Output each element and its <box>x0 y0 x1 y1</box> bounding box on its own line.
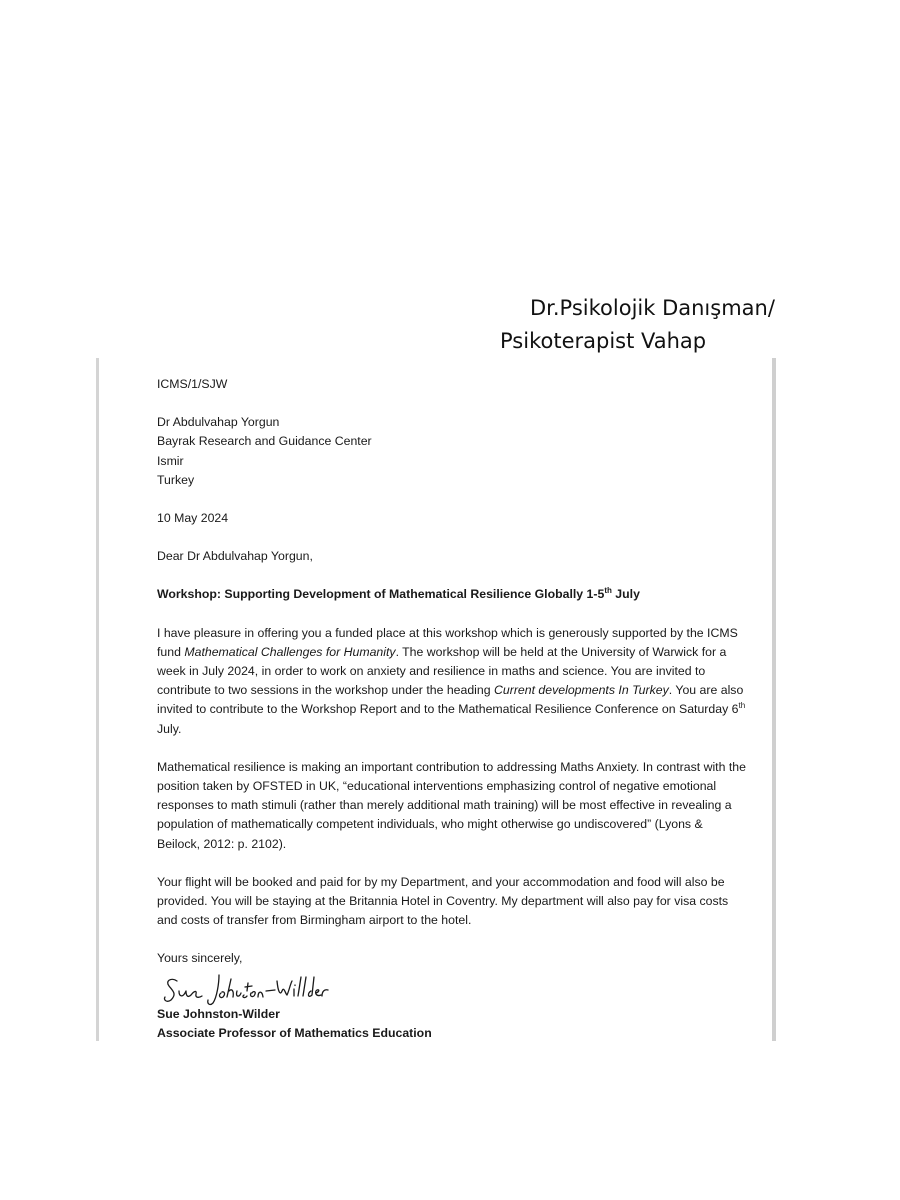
header-title-line1: Dr.Psikolojik Danışman/ <box>530 296 775 320</box>
recipient-country: Turkey <box>157 472 195 487</box>
paragraph-1-part3: . You are also invited to contribute to the Workshop Report and to the Mathematical Resilience Conference on Saturday 6 <box>157 683 744 717</box>
letter-document <box>96 358 776 1041</box>
paragraph-3: Your flight will be booked and paid for by my Department, and your accommodation and food will also be provided. You will be staying at the Britannia Hotel in Coventry. My department will also pay for visa costs and costs of transfer from Birmingham airport to the hotel. <box>157 874 729 928</box>
letter-right-edge <box>772 358 776 1041</box>
subject-after: July <box>611 587 640 602</box>
letter-closing: Yours sincerely, <box>157 951 243 966</box>
paragraph-1-session-heading: Current developments In Turkey <box>494 683 669 698</box>
recipient-name: Dr Abdulvahap Yorgun <box>157 415 280 430</box>
paragraph-2: Mathematical resilience is making an important contribution to addressing Maths Anxiety. In contrast with the position taken by OFSTED in UK, “educational interventions emphasizing control of negative emotional responses to math stimuli (rather than merely additional math training) will be most effective in revealing a population of mathematically competent individuals, who might otherwise go undiscovered” (Lyons & Beilock, 2012: p. 2102). <box>157 759 746 851</box>
paragraph-1-sup: th <box>738 701 746 711</box>
recipient-city: Ismir <box>157 453 184 468</box>
subject-sup: th <box>604 586 612 596</box>
paragraph-1-part2: . The workshop will be held at the University of Warwick for a week in July 2024, in order to work on anxiety and resilience in maths and science. You are invited to contribute to two sessions in the workshop under the heading <box>157 644 727 698</box>
recipient-address <box>157 413 747 490</box>
subject-text: Workshop: Supporting Development of Mathematical Resilience Globally 1-5 <box>157 587 605 602</box>
recipient-organization: Bayrak Research and Guidance Center <box>157 434 372 449</box>
handwritten-signature <box>157 971 747 1005</box>
signer-name: Sue Johnston-Wilder <box>157 1006 280 1021</box>
letter-date: 10 May 2024 <box>157 511 229 526</box>
paragraph-1-part4: July. <box>157 721 182 736</box>
letter-left-edge <box>96 358 99 1041</box>
letter-salutation: Dear Dr Abdulvahap Yorgun, <box>157 549 313 564</box>
paragraph-1-part1: I have pleasure in offering you a funded place at this workshop which is generously supported by the ICMS fund <box>157 625 738 659</box>
letter-reference: ICMS/1/SJW <box>157 377 228 391</box>
letter-subject <box>157 585 747 604</box>
letter-body <box>157 375 747 1043</box>
signer-title: Associate Professor of Mathematics Education <box>157 1025 432 1040</box>
signature-graphic <box>161 969 341 1007</box>
paragraph-1 <box>157 624 747 739</box>
paragraph-1-fund-name: Mathematical Challenges for Humanity <box>184 644 396 659</box>
header-title-line2: Psikoterapist Vahap <box>500 329 707 353</box>
